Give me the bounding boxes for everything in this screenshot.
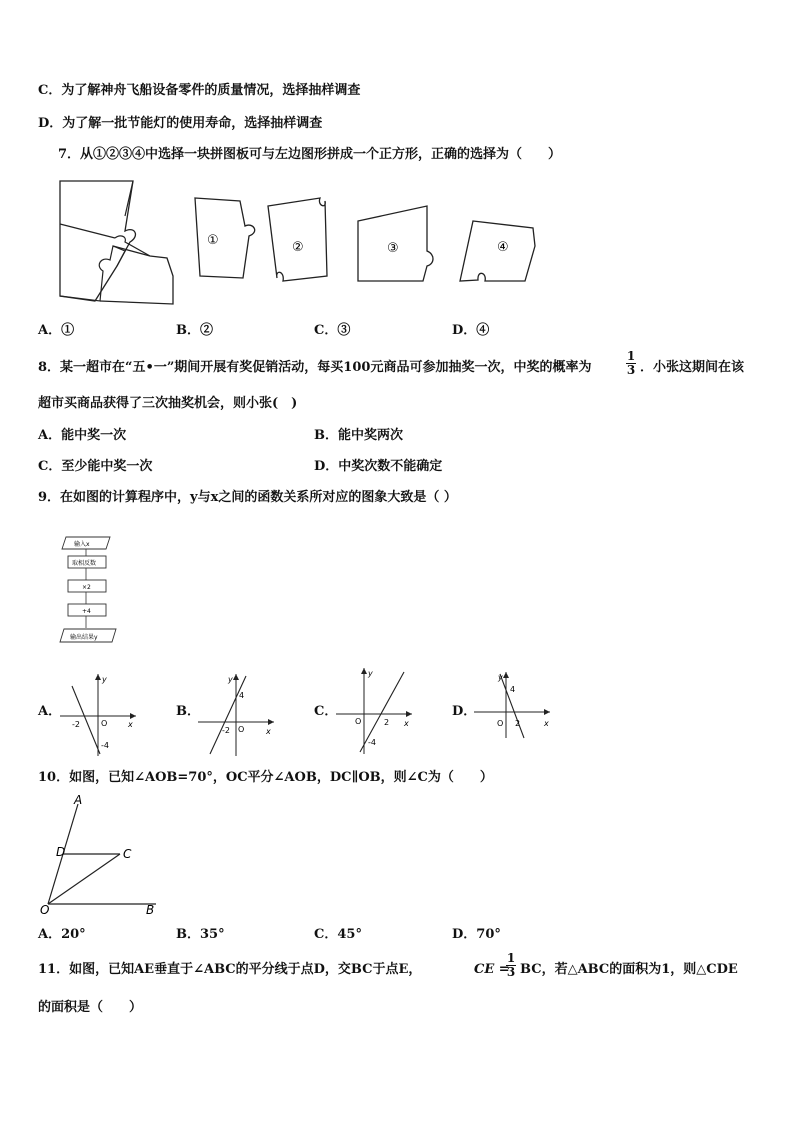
graph-c-intercept-y: -4	[368, 738, 376, 747]
q10-option-c: C．45°	[314, 927, 362, 942]
graph-d-intercept-y: 4	[510, 685, 516, 694]
q8-frac-den: 3	[626, 363, 636, 377]
graph-a-x: x	[128, 720, 133, 729]
q7-option-d: D．④	[452, 323, 490, 338]
q7-piece-2-label: ②	[292, 240, 304, 255]
q9-option-a: A．	[38, 704, 62, 719]
q7-puzzle-figure	[55, 176, 545, 315]
q10-label-d: D	[56, 845, 66, 859]
q11-fraction-suffix: BC，若△ABC的面积为1，则△CDE	[520, 962, 738, 977]
q7-option-c: C．③	[314, 323, 351, 338]
q7-option-b: B．②	[176, 323, 213, 338]
graph-c-o: O	[355, 717, 362, 726]
question-8-part-b: ．小张这期间在该	[640, 360, 745, 375]
q8-option-d: D．中奖次数不能确定	[314, 459, 443, 474]
q9-option-b: B．	[176, 704, 200, 719]
graph-a-o: O	[101, 719, 108, 728]
flow-step-5: 输出结果y	[70, 634, 98, 641]
q7-piece-1-label: ①	[207, 233, 219, 248]
graph-a-intercept-x: -2	[72, 720, 80, 729]
question-11-part-b: 的面积是（ ）	[38, 1000, 143, 1015]
q8-option-b: B．能中奖两次	[314, 428, 403, 443]
question-9: 9．在如图的计算程序中，y与x之间的函数关系所对应的图象大致是（ ）	[38, 490, 457, 505]
q10-label-o: O	[40, 903, 50, 917]
graph-a-y: y	[102, 675, 107, 684]
question-11-part-a: 11．如图，已知AE垂直于∠ABC的平分线于点D，交BC于点E，	[38, 962, 422, 977]
q10-option-d: D．70°	[452, 927, 501, 942]
graph-d-x: x	[544, 719, 549, 728]
q11-frac-den: 3	[506, 965, 516, 979]
flow-step-1: 输入x	[74, 541, 90, 548]
option-d-previous: D．为了解一批节能灯的使用寿命，选择抽样调查	[38, 116, 323, 131]
q7-piece-4-label: ④	[497, 240, 509, 255]
q8-probability-fraction	[626, 350, 636, 377]
q11-fraction-prefix: CE =	[474, 962, 510, 977]
q10-label-c: C	[123, 847, 132, 861]
q10-option-a: A．20°	[38, 927, 86, 942]
flow-step-2: 取相反数	[72, 560, 97, 567]
graph-b-intercept-y: 4	[239, 691, 245, 700]
q9-graph-b	[196, 670, 278, 762]
q9-flowchart	[58, 534, 123, 653]
q11-fraction	[506, 952, 516, 979]
q9-graph-d	[472, 668, 554, 760]
q10-angle-figure	[38, 792, 168, 921]
q8-frac-num: 1	[626, 349, 636, 363]
graph-b-o: O	[238, 725, 245, 734]
q7-piece-3-label: ③	[387, 241, 399, 256]
graph-d-y: y	[498, 673, 503, 682]
graph-b-y: y	[228, 675, 233, 684]
q9-graph-a	[58, 670, 140, 762]
q11-frac-num: 1	[506, 951, 516, 965]
question-8-part-a: 8．某一超市在“五•一”期间开展有奖促销活动，每买100元商品可参加抽奖一次，中奖的概率为	[38, 360, 592, 375]
q9-graph-c	[334, 664, 416, 760]
q7-option-a: A．①	[38, 323, 75, 338]
q9-option-d: D．	[452, 704, 477, 719]
option-c-previous: C．为了解神舟飞船设备零件的质量情况，选择抽样调查	[38, 83, 361, 98]
graph-d-o: O	[497, 719, 504, 728]
graph-c-intercept-x: 2	[384, 718, 390, 727]
question-10: 10．如图，已知∠AOB=70°，OC平分∠AOB，DC∥OB，则∠C为（ ）	[38, 770, 493, 785]
flow-step-4: +4	[82, 608, 91, 615]
graph-c-x: x	[404, 719, 409, 728]
graph-a-intercept-y: -4	[101, 741, 109, 750]
flow-step-3: ×2	[82, 584, 91, 591]
graph-b-intercept-x: -2	[222, 726, 230, 735]
graph-c-y: y	[368, 669, 373, 678]
question-8-part-c: 超市买商品获得了三次抽奖机会，则小张( )	[38, 396, 298, 411]
q10-label-b: B	[146, 903, 155, 917]
question-7: 7．从①②③④中选择一块拼图板可与左边图形拼成一个正方形，正确的选择为（ ）	[58, 147, 562, 162]
q10-option-b: B．35°	[176, 927, 225, 942]
q9-option-c: C．	[314, 704, 338, 719]
q10-label-a: A	[74, 793, 83, 807]
graph-b-x: x	[266, 727, 271, 736]
graph-d-intercept-x: 2	[515, 719, 521, 728]
q8-option-a: A．能中奖一次	[38, 428, 127, 443]
q8-option-c: C．至少能中奖一次	[38, 459, 153, 474]
